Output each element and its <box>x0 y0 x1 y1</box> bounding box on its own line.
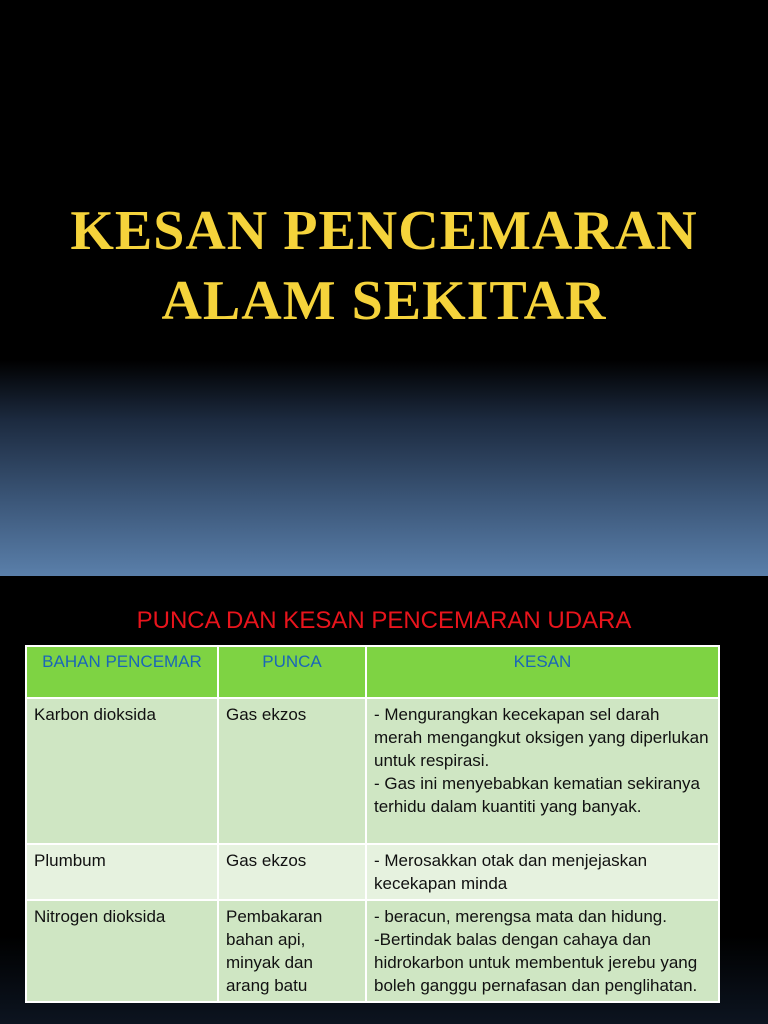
pollution-table <box>25 645 720 1003</box>
kesan-point: - Merosakkan otak dan menjejaskan kecekapan minda <box>374 851 648 893</box>
kesan-point: - Gas ini menyebabkan kematian sekiranya terhidu dalam kuantiti yang banyak. <box>374 774 700 816</box>
kesan-point: -Bertindak balas dengan cahaya dan hidrokarbon untuk membentuk jerebu yang boleh ganggu pernafasan dan penglihatan. <box>374 930 698 995</box>
cell-bahan: Nitrogen dioksida <box>26 900 218 1002</box>
slide-title-line-1: KESAN PENCEMARAN <box>70 200 698 262</box>
cell-kesan <box>366 844 719 900</box>
table-row <box>26 698 719 844</box>
cell-punca: Gas ekzos <box>218 844 366 900</box>
table-slide-heading: PUNCA DAN KESAN PENCEMARAN UDARA <box>136 607 632 634</box>
header-bahan-pencemar: BAHAN PENCEMAR <box>26 646 218 698</box>
table-row <box>26 900 719 1002</box>
table-slide <box>0 576 768 1024</box>
header-punca: PUNCA <box>218 646 366 698</box>
table-row <box>26 844 719 900</box>
kesan-point: - Mengurangkan kecekapan sel darah merah mengangkut oksigen yang diperlukan untuk respirasi. <box>374 705 709 770</box>
header-kesan: KESAN <box>366 646 719 698</box>
cell-punca: Gas ekzos <box>218 698 366 844</box>
cell-bahan: Karbon dioksida <box>26 698 218 844</box>
cell-kesan <box>366 900 719 1002</box>
slide-title-line-2: ALAM SEKITAR <box>161 270 607 332</box>
kesan-point: - beracun, merengsa mata dan hidung. <box>374 907 667 926</box>
cell-kesan <box>366 698 719 844</box>
slide-title <box>0 196 768 336</box>
cell-punca: Pembakaran bahan api, minyak dan arang batu <box>218 900 366 1002</box>
table-header-row <box>26 646 719 698</box>
cell-bahan: Plumbum <box>26 844 218 900</box>
